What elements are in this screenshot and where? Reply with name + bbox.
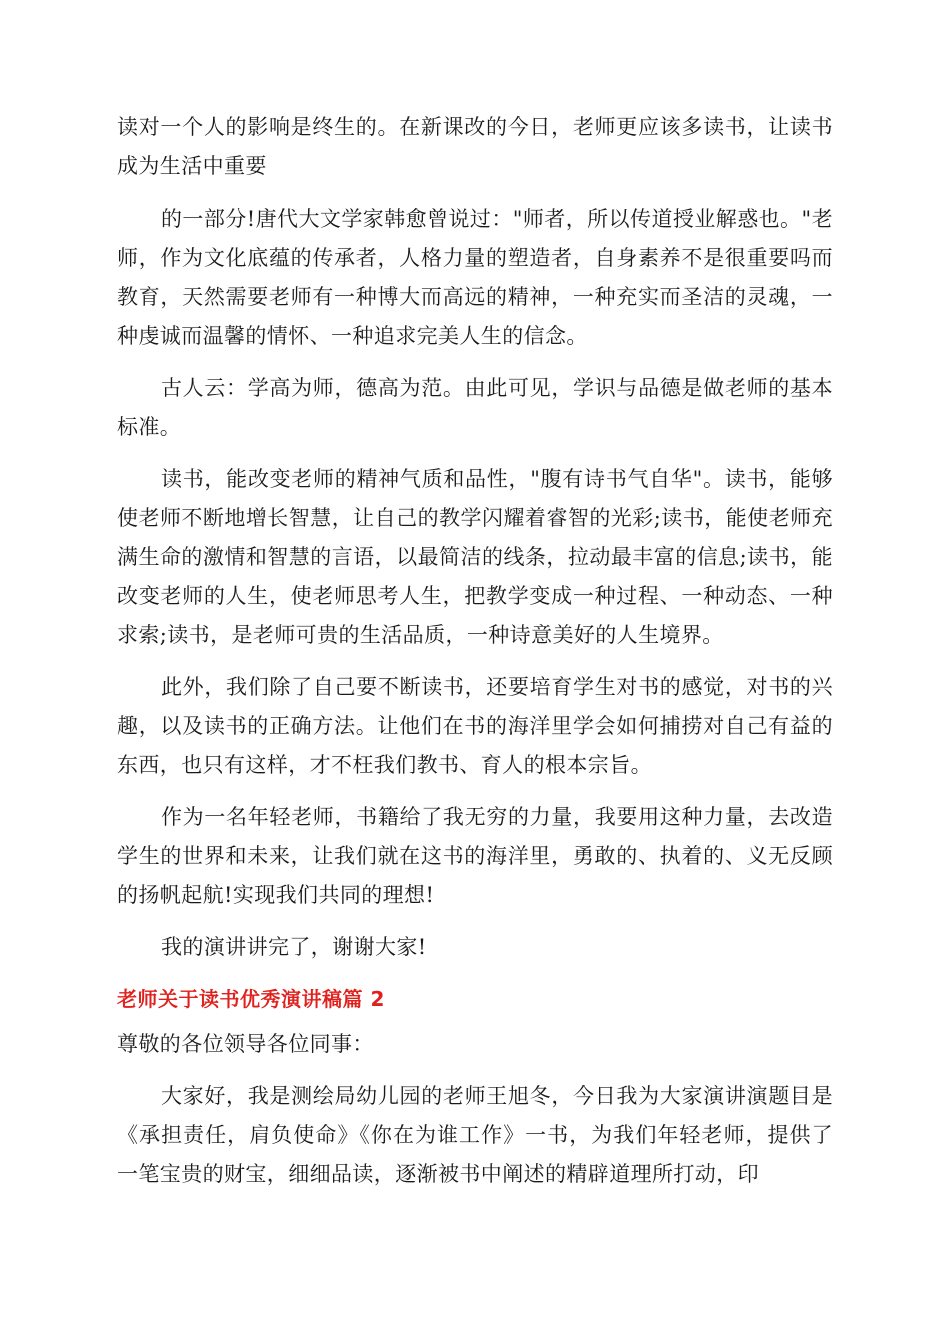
paragraph-6: 作为一名年轻老师，书籍给了我无穷的力量，我要用这种力量，去改造学生的世界和未来，让我们就在这书的海洋里，勇敢的、执着的、义无反顾的扬帆起航!实现我们共同的理想! [117,805,833,907]
paragraph-4: 读书，能改变老师的精神气质和品性，"腹有诗书气自华"。读书，能够使老师不断地增长智慧，让自己的教学闪耀着睿智的光彩;读书，能使老师充满生命的激情和智慧的言语，以最简洁的线条，拉动最丰富的信息;读书，能改变老师的人生，使老师思考人生，把教学变成一种过程、一种动态、一种求索;读书，是老师可贵的生活品质，一种诗意美好的人生境界。 [117,467,833,647]
paragraph-5: 此外，我们除了自己要不断读书，还要培育学生对书的感觉，对书的兴趣，以及读书的正确方法。让他们在书的海洋里学会如何捕捞对自己有益的东西，也只有这样，才不枉我们教书、育人的根本宗旨。 [117,675,833,777]
section-heading: 老师关于读书优秀演讲稿篇 2 [117,987,385,1011]
paragraph-7: 我的演讲讲完了，谢谢大家! [161,935,427,959]
document-page [117,108,833,1194]
salutation: 尊敬的各位领导各位同事： [117,1032,374,1056]
paragraph-3: 古人云：学高为师，德高为范。由此可见，学识与品德是做老师的基本标准。 [117,376,833,439]
paragraph-8: 大家好，我是测绘局幼儿园的老师王旭冬，今日我为大家演讲演题目是《承担责任，肩负使命》《你在为谁工作》一书，为我们年轻老师，提供了一笔宝贵的财宝，细细品读，逐渐被书中阐述的精辟道理所打动，印 [117,1084,833,1186]
paragraph-2: 的一部分!唐代大文学家韩愈曾说过："师者，所以传道授业解惑也。"老师，作为文化底蕴的传承者，人格力量的塑造者，自身素养不是很重要吗而教育，天然需要老师有一种博大而高远的精神，一种充实而圣洁的灵魂，一种虔诚而温馨的情怀、一种追求完美人生的信念。 [117,207,833,348]
paragraph-1: 读对一个人的影响是终生的。在新课改的今日，老师更应该多读书，让读书成为生活中重要 [117,115,833,178]
